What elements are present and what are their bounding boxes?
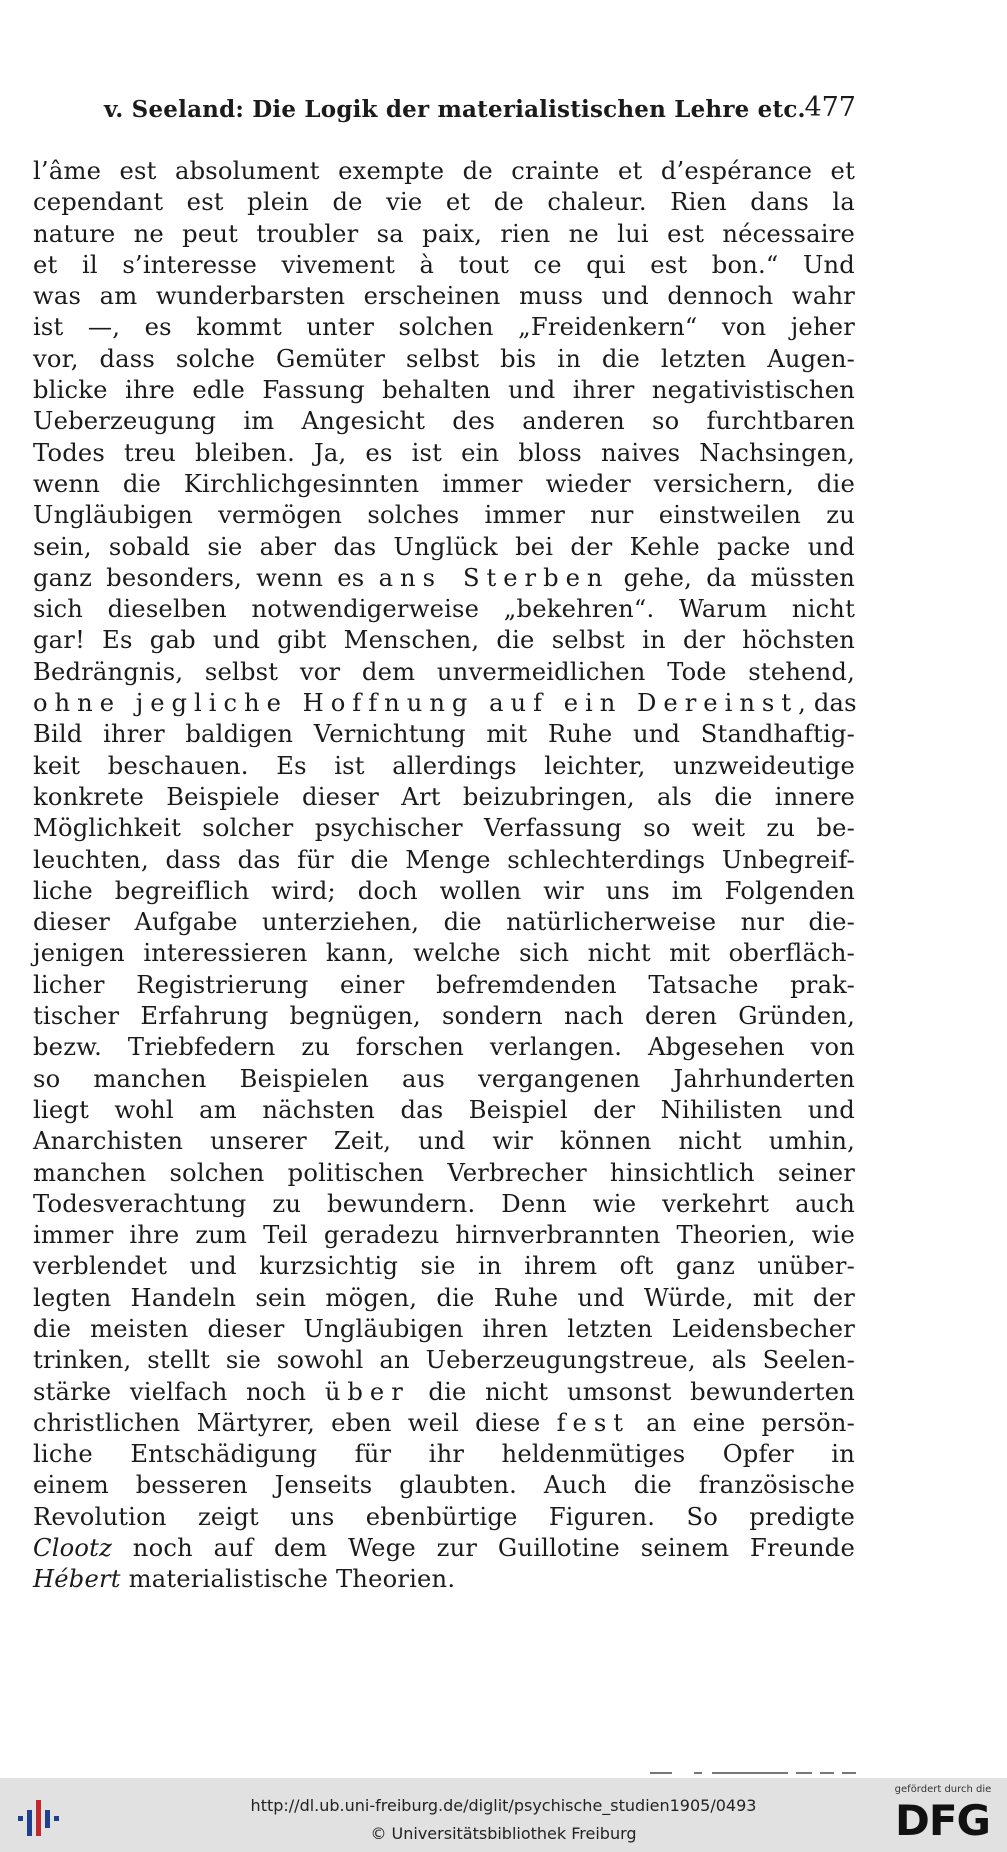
line-text: gar! Es gab und gibt Menschen, die selbst in der höchsten xyxy=(33,626,855,655)
spaced-emphasis: ans Sterben xyxy=(378,563,610,592)
text-line xyxy=(33,500,855,531)
line-text-start: christlichen Märtyrer, eben weil diese xyxy=(33,1408,557,1437)
text-line xyxy=(33,1126,855,1157)
dfg-logo[interactable] xyxy=(891,1782,999,1848)
text-line xyxy=(33,970,855,1001)
line-text: licher Registrierung einer befremdenden Tatsache prak- xyxy=(33,970,855,999)
line-text: leuchten, dass das für die Menge schlechterdings Unbegreif- xyxy=(33,845,855,874)
text-line xyxy=(33,625,855,656)
text-line xyxy=(33,1283,855,1314)
spaced-emphasis: ohne jegliche Hoffnung auf ein Dereinst xyxy=(33,689,799,718)
text-line xyxy=(33,1345,855,1376)
italic-name: Clootz xyxy=(33,1534,113,1563)
spaced-emphasis: über xyxy=(324,1377,410,1406)
line-text-end: die nicht umsonst bewunderten xyxy=(409,1377,856,1406)
spaced-emphasis: fest xyxy=(556,1408,630,1437)
text-line xyxy=(33,1064,855,1095)
line-text: tischer Erfahrung begnügen, sondern nach deren Gründen, xyxy=(33,1002,855,1031)
document-url-link[interactable]: http://dl.ub.uni-freiburg.de/diglit/psychische_studien1905/0493 xyxy=(250,1796,757,1815)
body-text xyxy=(33,156,855,1596)
line-text: l’âme est absolument exempte de crainte et d’espérance et xyxy=(33,157,855,185)
text-line xyxy=(33,1564,855,1595)
line-text: legten Handeln sein mögen, die Ruhe und Würde, mit der xyxy=(33,1283,855,1312)
text-line xyxy=(33,751,855,782)
text-line xyxy=(33,594,855,625)
line-text: blicke ihre edle Fassung behalten und ihrer negativistischen xyxy=(33,376,855,405)
line-text: jenigen interessieren kann, welche sich nicht mit oberfläch- xyxy=(33,939,855,968)
line-text: vor, dass solche Gemüter selbst bis in die letzten Augen- xyxy=(33,344,855,373)
line-text: manchen solchen politischen Verbrecher hinsichtlich seiner xyxy=(33,1158,855,1187)
line-text: Todesverachtung zu bewundern. Denn wie verkehrt auch xyxy=(33,1189,855,1218)
text-line xyxy=(33,563,855,594)
line-text: liche Entschädigung für ihr heldenmütiges Opfer in xyxy=(33,1440,855,1469)
text-line xyxy=(33,1001,855,1032)
running-title: v. Seeland: Die Logik der materialistischen Lehre etc. xyxy=(104,96,806,123)
line-text: trinken, stellt sie sowohl an Ueberzeugungstreue, als Seelen- xyxy=(33,1346,855,1375)
text-line xyxy=(33,344,855,375)
line-text: Anarchisten unserer Zeit, und wir können nicht umhin, xyxy=(33,1127,855,1156)
line-text: et il s’interesse vivement à tout ce qui est bon.“ Und xyxy=(33,250,855,279)
text-line xyxy=(33,782,855,813)
line-text-end: , das xyxy=(798,689,857,718)
text-line xyxy=(33,719,855,750)
line-text: konkrete Beispiele dieser Art beizubringen, als die innere xyxy=(33,782,855,811)
line-text-end: gehe, da müssten xyxy=(609,563,856,592)
line-text: immer ihre zum Teil geradezu hirnverbrannten Theorien, wie xyxy=(33,1221,855,1250)
line-text: dieser Aufgabe unterziehen, die natürlicherweise nur die- xyxy=(33,908,855,937)
text-line xyxy=(33,375,855,406)
line-text: sein, sobald sie aber das Unglück bei der Kehle packe und xyxy=(33,532,855,561)
line-text: liegt wohl am nächsten das Beispiel der Nihilisten und xyxy=(33,1095,855,1124)
dfg-wordmark: DFG xyxy=(895,1796,991,1845)
text-line xyxy=(33,1377,855,1408)
text-line xyxy=(33,438,855,469)
line-text: was am wunderbarsten erscheinen muss und dennoch wahr xyxy=(33,282,855,311)
text-line xyxy=(33,532,855,563)
line-text: ist —, es kommt unter solchen „Freidenkern“ von jeher xyxy=(33,313,855,342)
line-text: Todes treu bleiben. Ja, es ist ein bloss naives Nachsingen, xyxy=(33,438,855,467)
page-number: 477 xyxy=(804,92,856,123)
text-line xyxy=(33,1533,855,1564)
text-line xyxy=(33,281,855,312)
line-text: cependant est plein de vie et de chaleur. Rien dans la xyxy=(33,188,855,217)
line-text-start: stärke vielfach noch xyxy=(33,1377,325,1406)
text-line xyxy=(33,1220,855,1251)
text-line xyxy=(33,688,855,719)
text-line xyxy=(33,1439,855,1470)
scan-rule-marks xyxy=(650,1772,860,1775)
text-line xyxy=(33,1470,855,1501)
line-text-end: noch auf dem Wege zur Guillotine seinem Freunde xyxy=(112,1534,855,1563)
text-line xyxy=(33,1095,855,1126)
line-text: so manchen Beispielen aus vergangenen Jahrhunderten xyxy=(33,1064,855,1093)
text-line xyxy=(33,907,855,938)
line-text: verblendet und kurzsichtig sie in ihrem oft ganz unüber- xyxy=(33,1252,855,1281)
line-text: einem besseren Jenseits glaubten. Auch die französische xyxy=(33,1471,855,1500)
text-line xyxy=(33,938,855,969)
copyright-notice: © Universitätsbibliothek Freiburg xyxy=(370,1824,637,1843)
line-text: wenn die Kirchlichgesinnten immer wieder versichern, die xyxy=(33,469,855,498)
dfg-tagline: gefördert durch die xyxy=(894,1784,992,1795)
line-text: sich dieselben notwendigerweise „bekehren“. Warum nicht xyxy=(33,595,855,624)
line-text: keit beschauen. Es ist allerdings leichter, unzweideutige xyxy=(33,751,855,780)
text-line xyxy=(33,1032,855,1063)
running-header xyxy=(104,92,856,132)
text-line xyxy=(33,406,855,437)
line-text: nature ne peut troubler sa paix, rien ne lui est nécessaire xyxy=(33,219,855,248)
line-text: bezw. Triebfedern zu forschen verlangen. Abgesehen von xyxy=(33,1033,855,1062)
text-line xyxy=(33,156,855,187)
text-line xyxy=(33,1158,855,1189)
line-text: Bild ihrer baldigen Vernichtung mit Ruhe und Standhaftig- xyxy=(33,720,855,749)
text-line xyxy=(33,469,855,500)
text-line xyxy=(33,250,855,281)
text-line xyxy=(33,1189,855,1220)
text-line xyxy=(33,813,855,844)
text-line xyxy=(33,1314,855,1345)
viewer-footer xyxy=(0,1778,1007,1852)
line-text: Ueberzeugung im Angesicht des anderen so furchtbaren xyxy=(33,407,855,436)
text-line xyxy=(33,1251,855,1282)
line-text: liche begreiflich wird; doch wollen wir uns im Folgenden xyxy=(33,876,855,905)
text-line xyxy=(33,845,855,876)
text-line xyxy=(33,657,855,688)
text-line xyxy=(33,1502,855,1533)
line-text: die meisten dieser Ungläubigen ihren letzten Leidensbecher xyxy=(33,1314,855,1343)
text-line xyxy=(33,876,855,907)
text-line xyxy=(33,219,855,250)
line-text-end: materialistische Theorien. xyxy=(120,1565,456,1594)
line-text-end: an eine persön- xyxy=(629,1408,855,1437)
line-text: Ungläubigen vermögen solches immer nur einstweilen zu xyxy=(33,501,855,530)
line-text-start: ganz besonders, wenn es xyxy=(33,563,379,592)
italic-name: Hébert xyxy=(33,1565,121,1594)
line-text: Revolution zeigt uns ebenbürtige Figuren. So predigte xyxy=(33,1502,855,1531)
line-text: Möglichkeit solcher psychischer Verfassung so weit zu be- xyxy=(33,814,855,843)
text-line xyxy=(33,1408,855,1439)
text-line xyxy=(33,312,855,343)
text-line xyxy=(33,187,855,218)
line-text: Bedrängnis, selbst vor dem unvermeidlichen Tode stehend, xyxy=(33,657,855,686)
